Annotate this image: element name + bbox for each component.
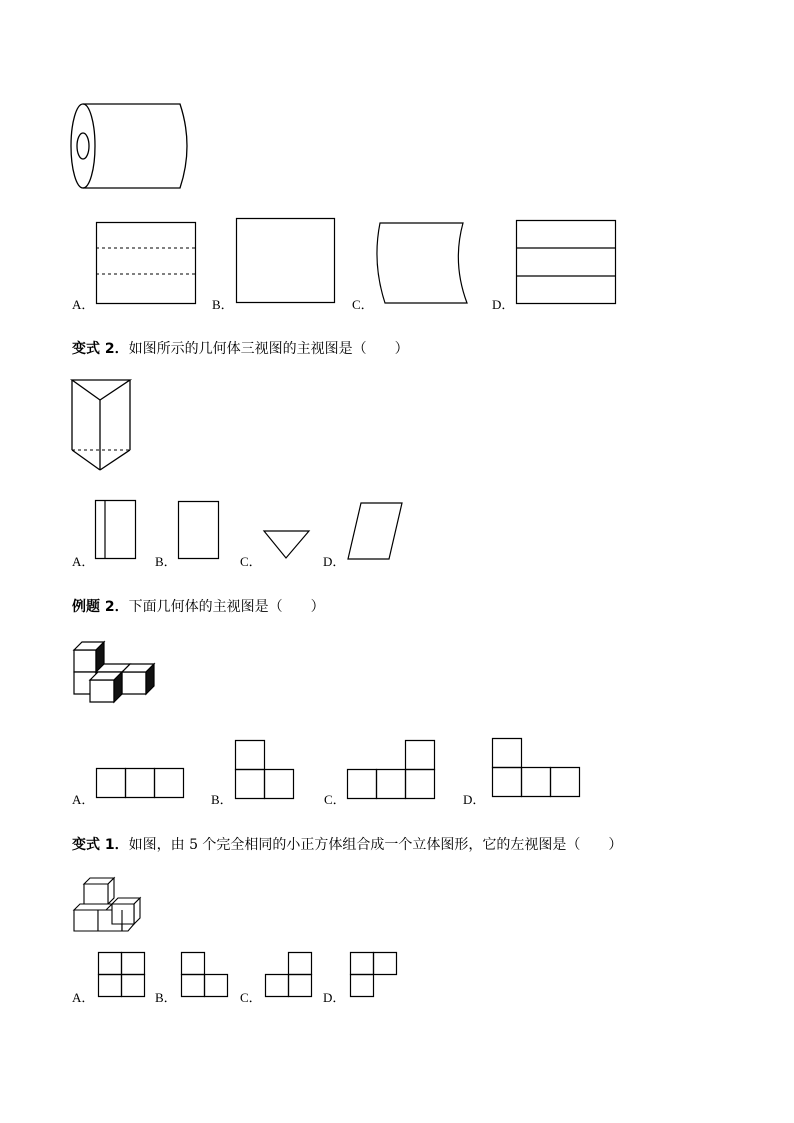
q2-option-c-figure[interactable] xyxy=(263,530,311,560)
q2-option-b-figure[interactable] xyxy=(178,501,220,559)
q2-text: 如图所示的几何体三视图的主视图是（ ） xyxy=(128,341,409,357)
q2-option-d-figure[interactable] xyxy=(347,502,405,560)
q2-option-a-figure[interactable] xyxy=(95,500,137,560)
q1-option-a-figure[interactable] xyxy=(96,222,196,304)
q4-option-c-label[interactable]: C． xyxy=(240,990,262,1005)
q2-title xyxy=(72,338,409,358)
q1-option-c-figure[interactable] xyxy=(372,222,470,304)
q1-option-a-label[interactable]: A． xyxy=(72,297,95,312)
q2-option-d-label[interactable]: D． xyxy=(323,554,346,569)
q3-option-a-figure[interactable] xyxy=(96,768,185,798)
q4-title xyxy=(72,834,622,854)
q3-title xyxy=(72,596,325,616)
q3-option-d-figure[interactable] xyxy=(492,738,581,798)
prism-figure xyxy=(70,378,132,472)
q1-option-d-label[interactable]: D． xyxy=(492,297,515,312)
q2-label: 变式 2． xyxy=(72,341,129,357)
q2-option-c-label[interactable]: C． xyxy=(240,554,262,569)
q2-option-a-label[interactable]: A． xyxy=(72,554,95,569)
q1-option-b-figure[interactable] xyxy=(236,218,336,304)
five-cube-figure xyxy=(72,874,144,934)
q4-option-d-figure[interactable] xyxy=(350,952,398,998)
q4-option-a-label[interactable]: A． xyxy=(72,990,95,1005)
q4-label: 变式 1． xyxy=(72,837,129,853)
q3-option-b-figure[interactable] xyxy=(235,740,295,799)
q3-option-c-figure[interactable] xyxy=(347,740,436,799)
cube-stack-figure xyxy=(72,638,162,706)
q3-option-b-label[interactable]: B． xyxy=(211,792,233,807)
q1-option-b-label[interactable]: B． xyxy=(212,297,234,312)
q3-label: 例题 2． xyxy=(72,599,129,615)
q4-option-b-label[interactable]: B． xyxy=(155,990,177,1005)
q3-text: 下面几何体的主视图是（ ） xyxy=(128,599,325,615)
q3-option-c-label[interactable]: C． xyxy=(324,792,346,807)
q4-option-a-figure[interactable] xyxy=(98,952,146,998)
q3-option-a-label[interactable]: A． xyxy=(72,792,95,807)
q3-option-d-label[interactable]: D． xyxy=(463,792,486,807)
q4-text: 如图，由 5 个完全相同的小正方体组合成一个立体图形，它的左视图是（ ） xyxy=(128,837,623,853)
q1-option-d-figure[interactable] xyxy=(516,220,616,304)
q4-option-b-figure[interactable] xyxy=(181,952,229,998)
q2-option-b-label[interactable]: B． xyxy=(155,554,177,569)
q4-option-d-label[interactable]: D． xyxy=(323,990,346,1005)
q1-option-c-label[interactable]: C． xyxy=(352,297,374,312)
q4-option-c-figure[interactable] xyxy=(265,952,313,998)
roll-figure xyxy=(68,100,193,192)
